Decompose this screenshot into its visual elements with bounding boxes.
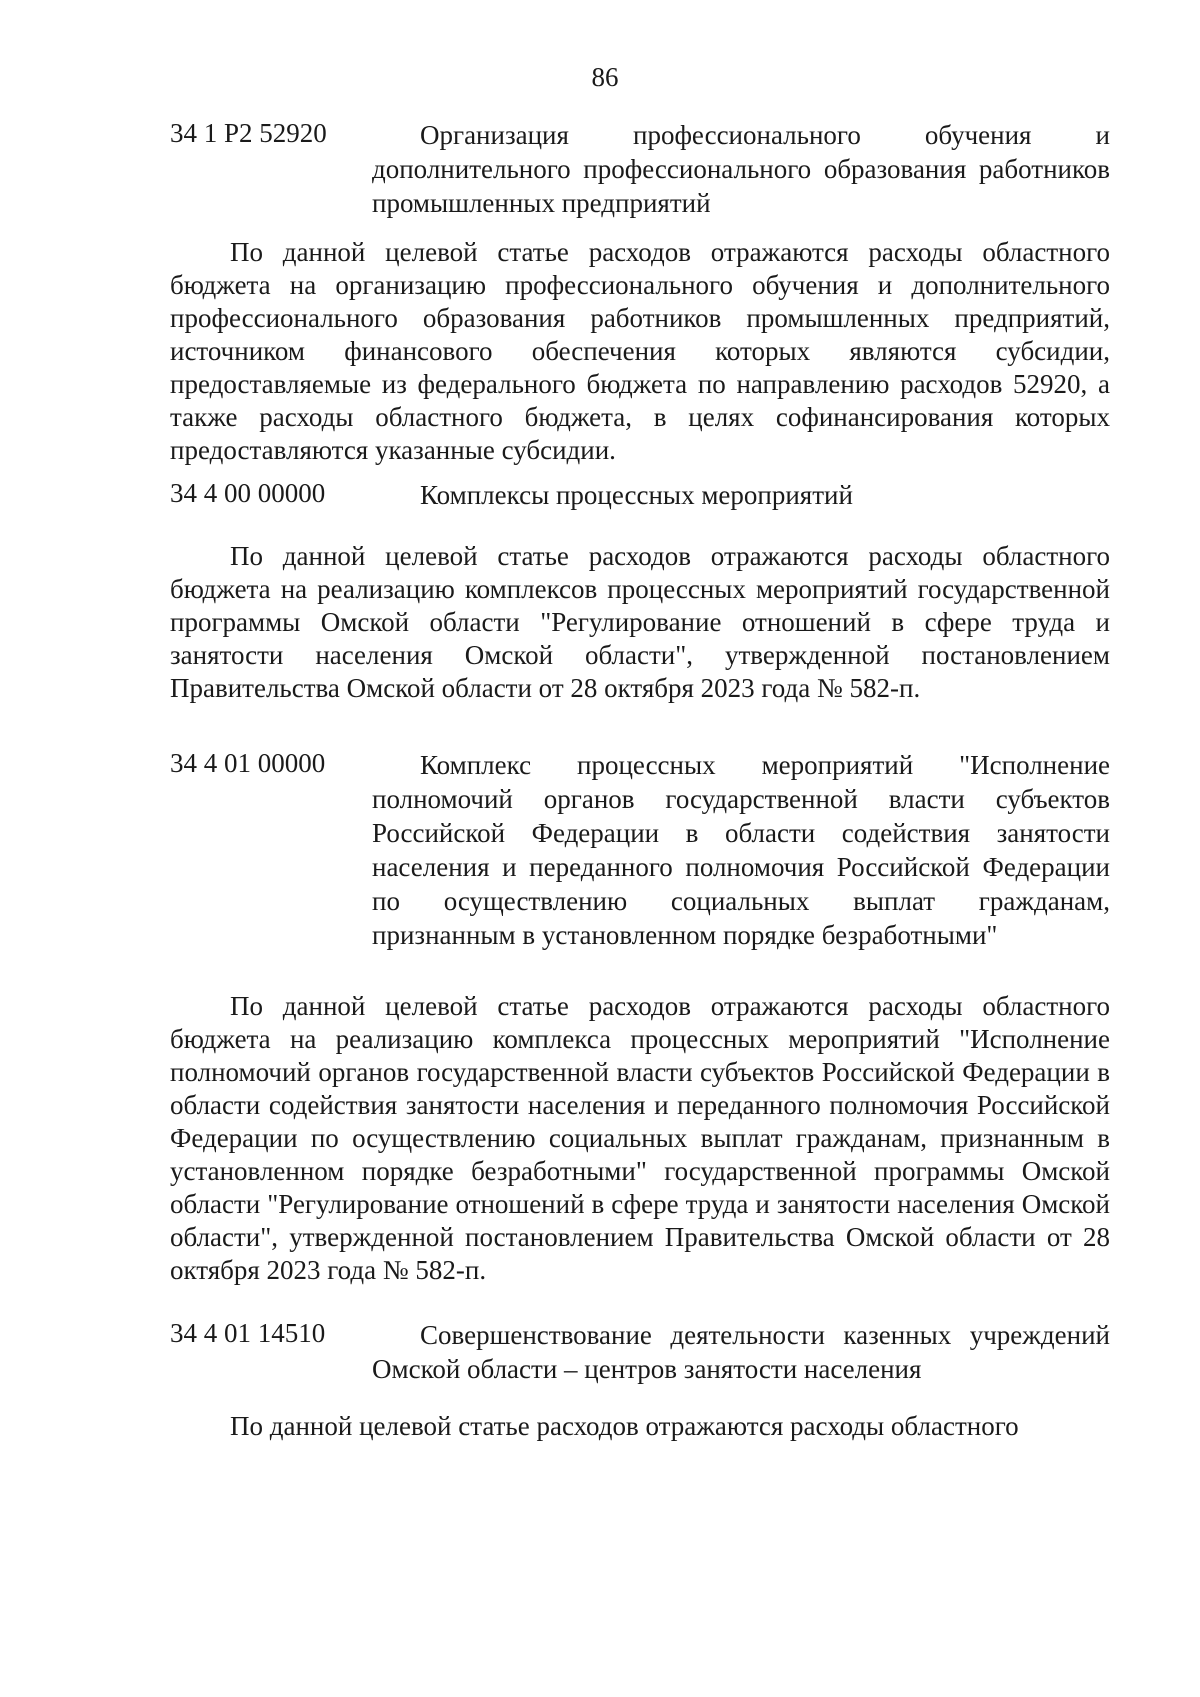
budget-code: 34 1 Р2 52920 xyxy=(170,118,327,148)
budget-code: 34 4 01 00000 xyxy=(170,748,326,778)
budget-code: 34 4 01 14510 xyxy=(170,1318,326,1348)
section-heading xyxy=(170,478,1110,518)
section-paragraph: По данной целевой статье расходов отражаются расходы областного бюджета на реализацию комплексов процессных мероприятий государственной программы Омской области "Регулирование отношений в сфере труда и занятости населения Омской области", утвержденной постановлением Правительства Омской области от 28 октября 2023 года № 582-п. xyxy=(170,541,1110,703)
section-title: Совершенствование деятельности казенных учреждений Омской области – центров занятости населения xyxy=(372,1320,1110,1384)
section-title: Организация профессионального обучения и дополнительного профессионального образования работников промышленных предприятий xyxy=(372,120,1110,218)
section-paragraph: По данной целевой статье расходов отражаются расходы областного бюджета на организацию профессионального обучения и дополнительного профессионального образования работников промышленных предприятий, источником финансового обеспечения которых являются субсидии, предоставляемые из федерального бюджета по направлению расходов 52920, а также расходы областного бюджета, в целях софинансирования которых предоставляются указанные субсидии. xyxy=(170,237,1110,465)
section-heading xyxy=(170,118,1110,228)
section-heading xyxy=(170,1318,1110,1390)
section-title: Комплекс процессных мероприятий "Исполнение полномочий органов государственной власти субъектов Российской Федерации в области содействия занятости населения и переданного полномочия Российской Федерации по осуществлению социальных выплат гражданам, признанным в установленном порядке безработными" xyxy=(372,750,1110,950)
section-paragraph: По данной целевой статье расходов отражаются расходы областного xyxy=(230,1411,1019,1441)
page-number: 86 xyxy=(591,62,619,92)
section-paragraph: По данной целевой статье расходов отражаются расходы областного бюджета на реализацию комплекса процессных мероприятий "Исполнение полномочий органов государственной власти субъектов Российской Федерации в области содействия занятости населения и переданного полномочия Российской Федерации по осуществлению социальных выплат гражданам, признанным в установленном порядке безработными" государственной программы Омской области "Регулирование отношений в сфере труда и занятости населения Омской области", утвержденной постановлением Правительства Омской области от 28 октября 2023 года № 582-п. xyxy=(170,991,1110,1285)
section-title: Комплексы процессных мероприятий xyxy=(420,480,853,510)
budget-code: 34 4 00 00000 xyxy=(170,478,326,508)
section-heading xyxy=(170,748,1110,968)
